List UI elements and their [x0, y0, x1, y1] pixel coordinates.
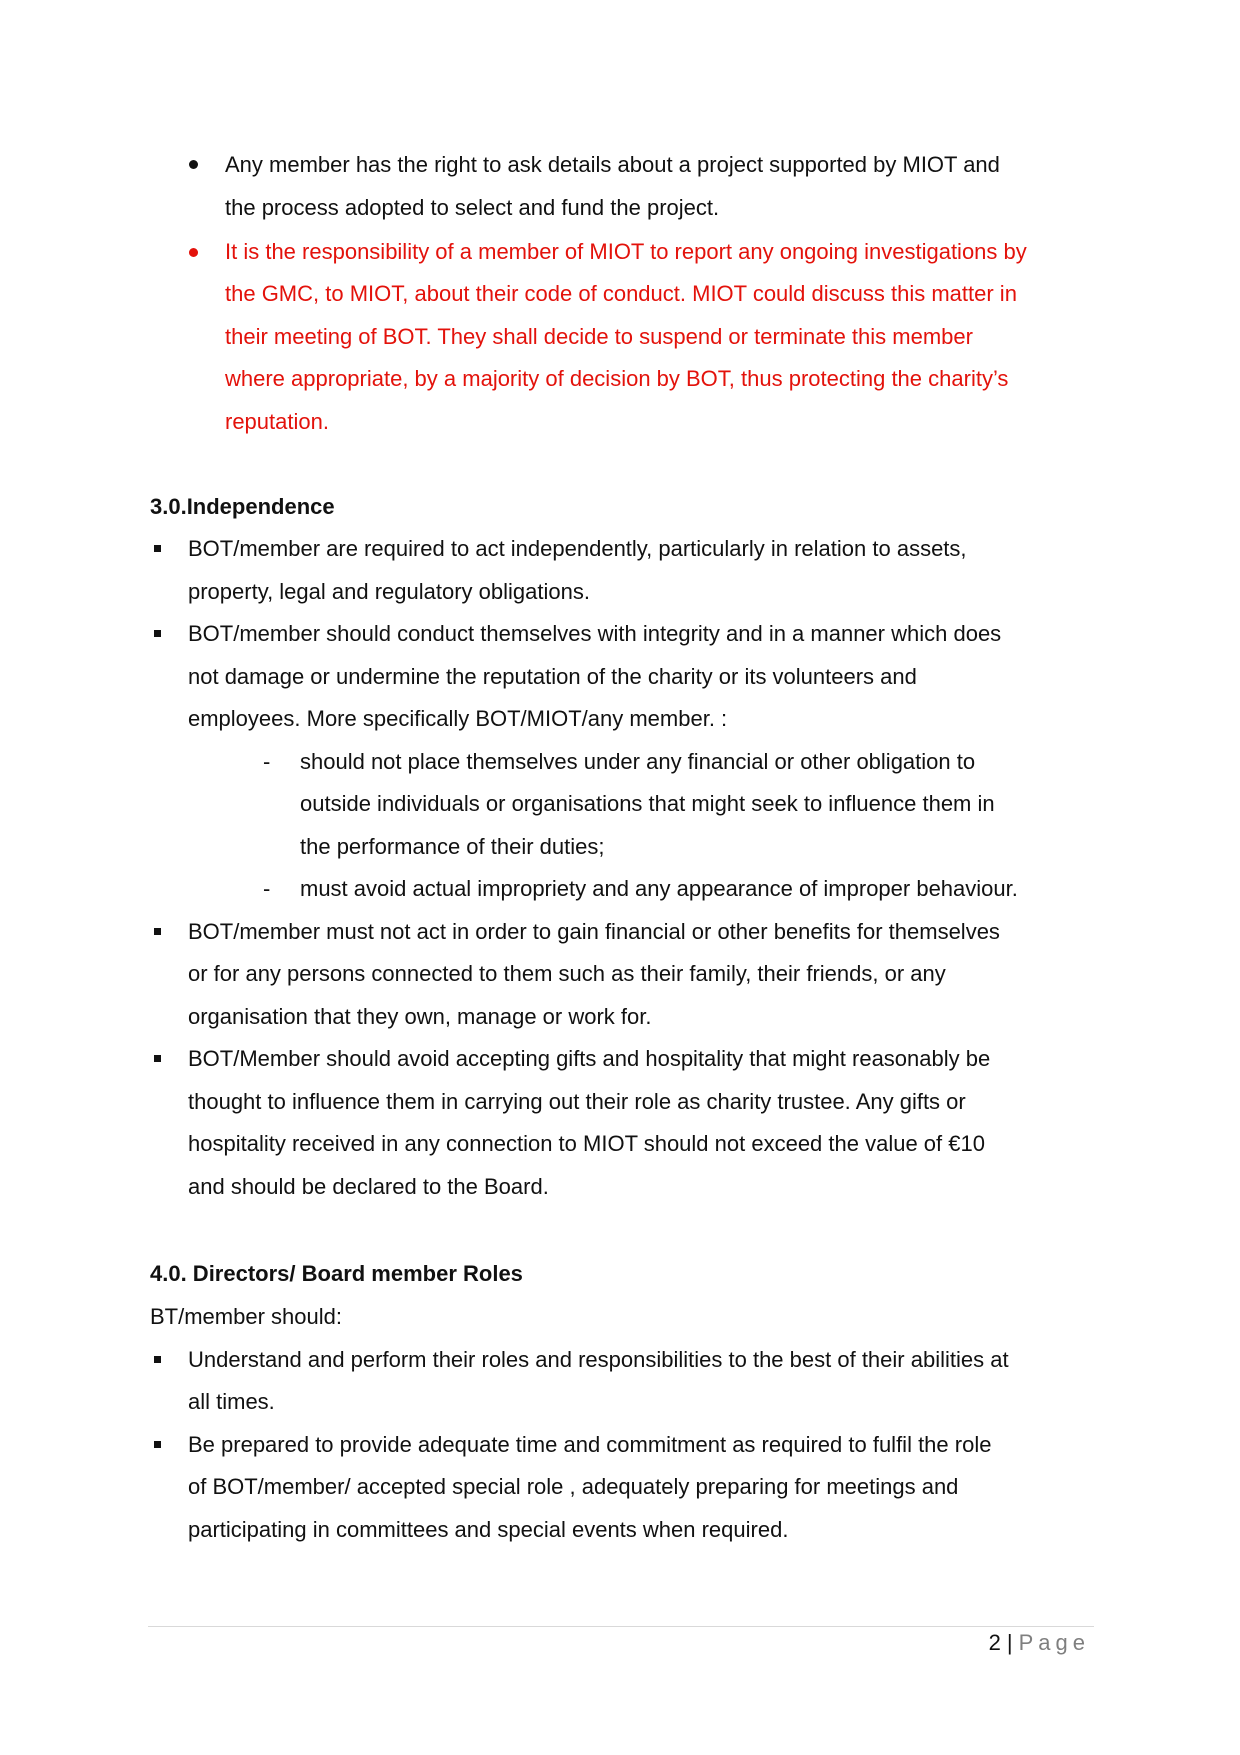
s4-bullet-2-line-3: participating in committees and special events when required. [188, 1517, 789, 1542]
s4-bullet-2-line-1: Be prepared to provide adequate time and commitment as required to fulfil the role [188, 1432, 992, 1457]
bullet-disc-icon [189, 160, 198, 169]
dash-bullet-icon: - [263, 749, 271, 774]
s3-bullet-4-line-1: BOT/Member should avoid accepting gifts and hospitality that might reasonably be [188, 1046, 991, 1071]
page-label: Page [1018, 1630, 1090, 1655]
s4-bullet-1-line-2: all times. [188, 1389, 275, 1414]
section-3-heading: 3.0.Independence [150, 494, 335, 519]
s3-sub-2-line-1: must avoid actual impropriety and any appearance of improper behaviour. [300, 876, 1018, 901]
s4-bullet-2-line-2: of BOT/member/ accepted special role , adequately preparing for meetings and [188, 1474, 959, 1499]
bullet-square-icon [154, 1441, 161, 1448]
s3-sub-1-line-3: the performance of their duties; [300, 834, 605, 859]
intro-bullet-2-line-5: reputation. [225, 409, 329, 434]
s3-bullet-3-line-3: organisation that they own, manage or work for. [188, 1004, 652, 1029]
s3-bullet-3-line-2: or for any persons connected to them such as their family, their friends, or any [188, 961, 946, 986]
intro-bullet-2-line-3: their meeting of BOT. They shall decide to suspend or terminate this member [225, 324, 973, 349]
intro-bullet-1-line-1: Any member has the right to ask details about a project supported by MIOT and [225, 152, 1000, 177]
s3-bullet-2-line-3: employees. More specifically BOT/MIOT/any member. : [188, 706, 728, 731]
page-footer [989, 1628, 1090, 1658]
bullet-square-icon [154, 630, 161, 637]
intro-bullet-1-line-2: the process adopted to select and fund the project. [225, 195, 720, 220]
footer-divider [148, 1626, 1094, 1627]
footer-separator: | [1006, 1630, 1013, 1655]
intro-bullet-2-line-2: the GMC, to MIOT, about their code of conduct. MIOT could discuss this matter in [225, 281, 1017, 306]
s3-bullet-3-line-1: BOT/member must not act in order to gain financial or other benefits for themselves [188, 919, 1000, 944]
bullet-square-icon [154, 1356, 161, 1363]
s3-bullet-4-line-4: and should be declared to the Board. [188, 1174, 549, 1199]
dash-bullet-icon: - [263, 876, 271, 901]
s3-bullet-2-line-1: BOT/member should conduct themselves with integrity and in a manner which does [188, 621, 1002, 646]
s3-sub-1-line-1: should not place themselves under any financial or other obligation to [300, 749, 976, 774]
intro-bullet-2-line-1: It is the responsibility of a member of MIOT to report any ongoing investigations by [225, 239, 1027, 264]
intro-bullet-2-line-4: where appropriate, by a majority of decision by BOT, thus protecting the charity’s [225, 366, 1009, 391]
bullet-square-icon [154, 1055, 161, 1062]
bullet-square-icon [154, 545, 161, 552]
section-4-heading: 4.0. Directors/ Board member Roles [150, 1261, 523, 1286]
s3-bullet-2-line-2: not damage or undermine the reputation of the charity or its volunteers and [188, 664, 917, 689]
s3-bullet-4-line-2: thought to influence them in carrying out their role as charity trustee. Any gifts or [188, 1089, 966, 1114]
page-number: 2 [988, 1630, 1001, 1655]
section-4-intro: BT/member should: [150, 1304, 342, 1329]
s4-bullet-1-line-1: Understand and perform their roles and responsibilities to the best of their abilities at [188, 1347, 1009, 1372]
bullet-square-icon [154, 928, 161, 935]
s3-bullet-1-line-2: property, legal and regulatory obligations. [188, 579, 590, 604]
s3-bullet-4-line-3: hospitality received in any connection to MIOT should not exceed the value of €10 [188, 1131, 985, 1156]
s3-sub-1-line-2: outside individuals or organisations that might seek to influence them in [300, 791, 995, 816]
bullet-disc-red-icon [189, 248, 198, 257]
s3-bullet-1-line-1: BOT/member are required to act independently, particularly in relation to assets, [188, 536, 967, 561]
